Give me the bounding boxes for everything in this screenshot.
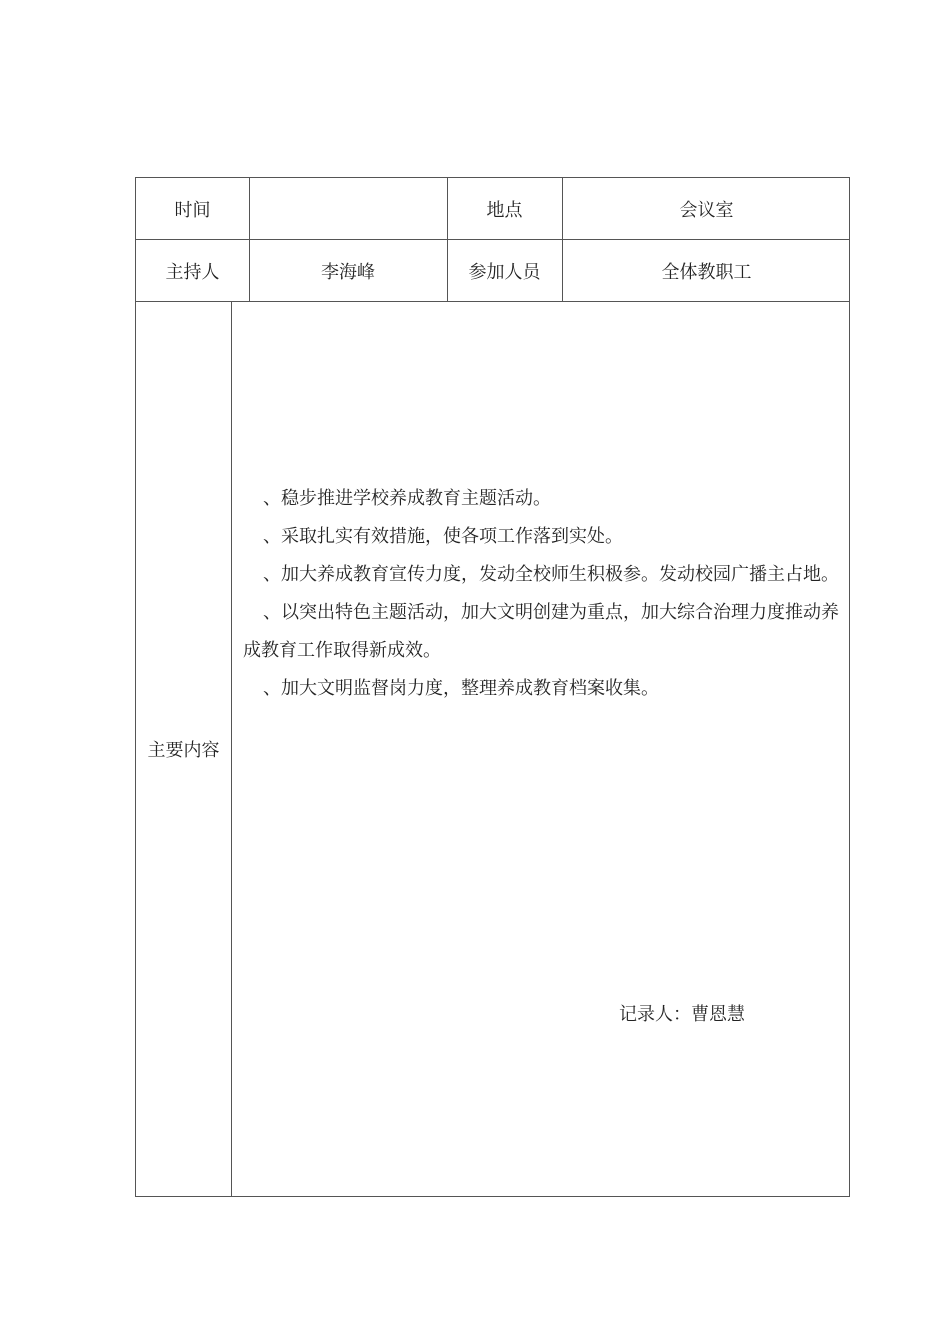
divider [249, 178, 250, 302]
main-content-cell [231, 302, 849, 1196]
place-label: 地点 [486, 199, 523, 221]
content-list [243, 480, 841, 708]
list-item: 、采取扎实有效措施，使各项工作落到实处。 [263, 526, 623, 547]
main-content-label: 主要内容 [147, 740, 220, 761]
list-item: 、稳步推进学校养成教育主题活动。 [263, 488, 551, 509]
time-label: 时间 [174, 199, 211, 221]
table-row-time-place [136, 178, 849, 240]
host-label: 主持人 [165, 261, 220, 283]
host-value: 李海峰 [321, 261, 375, 283]
divider [562, 178, 563, 302]
table-row-host-attendees [136, 240, 849, 302]
list-item: 、加大文明监督岗力度，整理养成教育档案收集。 [263, 678, 659, 699]
list-item: 、以突出特色主题活动，加大文明创建为重点，加大综合治理力度推动养成教育工作取得新成效。 [243, 602, 839, 661]
meeting-record-table [135, 177, 850, 1197]
divider [447, 178, 448, 302]
recorder-line: 记录人：曹恩慧 [619, 1004, 745, 1025]
attendees-value: 全体教职工 [661, 261, 752, 283]
place-value: 会议室 [679, 199, 734, 221]
time-value [249, 178, 447, 239]
attendees-label: 参加人员 [468, 261, 541, 283]
list-item: 、加大养成教育宣传力度，发动全校师生积极参。发动校园广播主占地。 [263, 564, 839, 585]
